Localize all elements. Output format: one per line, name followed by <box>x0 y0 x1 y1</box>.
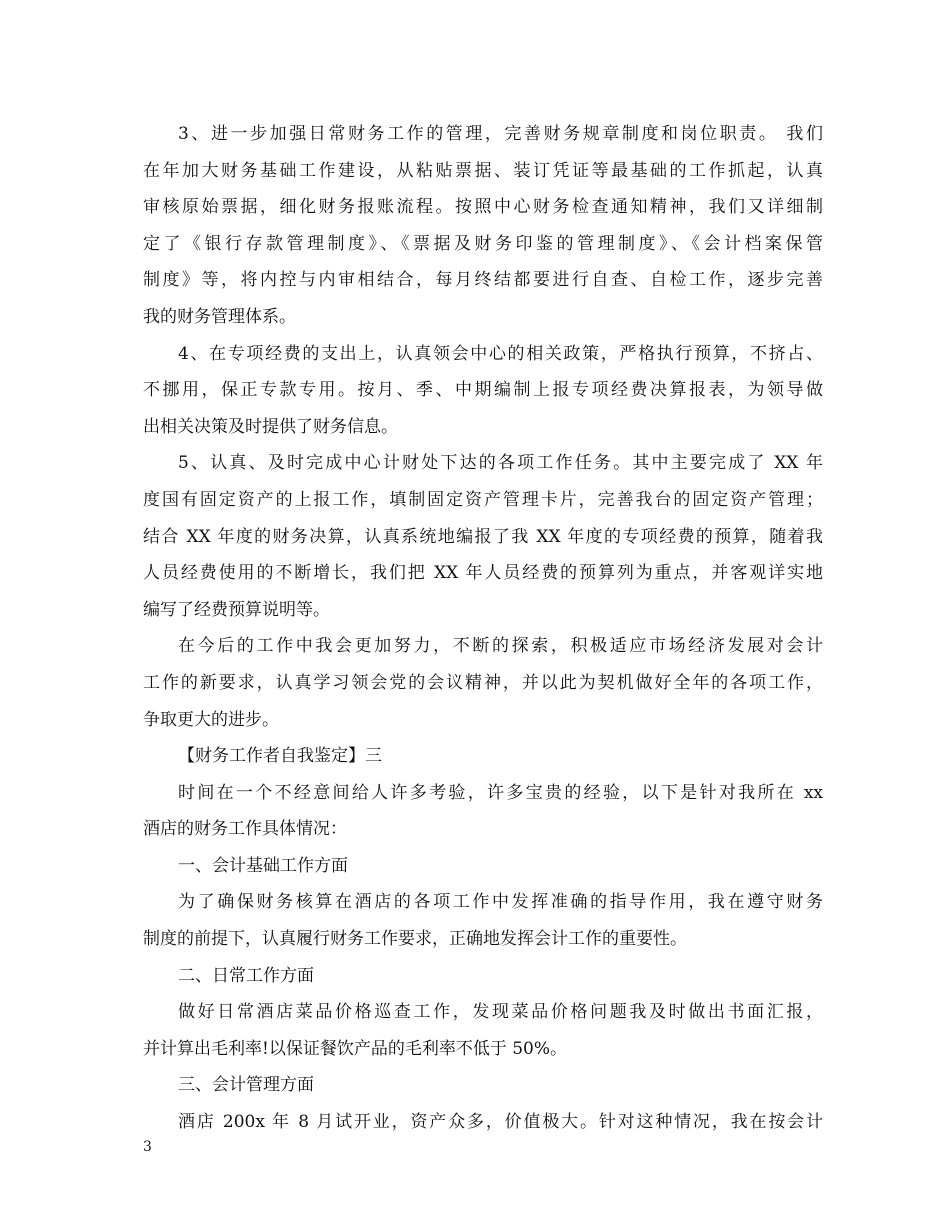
text-line: 并计算出毛利率!以保证餐饮产品的毛利率不低于 50%。 <box>143 1038 568 1059</box>
text-line: 时间在一个不经意间给人许多考验，许多宝贵的经验，以下是针对我所在 xx <box>178 782 823 803</box>
text-line: 5、认真、及时完成中心计财处下达的各项工作任务。其中主要完成了 XX 年 <box>178 453 823 474</box>
text-line: 在年加大财务基础工作建设，从粘贴票据、装订凭证等最基础的工作抓起，认真 <box>143 160 823 181</box>
document-body <box>143 116 823 1141</box>
text-line: 4、在专项经费的支出上，认真领会中心的相关政策，严格执行预算，不挤占、 <box>178 343 823 364</box>
text-line: 二、日常工作方面 <box>178 965 314 986</box>
text-line: 一、会计基础工作方面 <box>178 855 348 876</box>
text-line: 制度的前提下，认真履行财务工作要求，正确地发挥会计工作的重要性。 <box>143 929 687 950</box>
text-line: 制度》等，将内控与内审相结合，每月终结都要进行自查、自检工作，逐步完善 <box>143 270 823 291</box>
text-line: 我的财务管理体系。 <box>143 306 296 327</box>
text-line: 工作的新要求，认真学习领会党的会议精神，并以此为契机做好全年的各项工作， <box>143 672 823 693</box>
text-line: 定了《银行存款管理制度》、《票据及财务印鉴的管理制度》、《会计档案保管 <box>143 233 823 254</box>
text-line: 人员经费使用的不断增长，我们把 XX 年人员经费的预算列为重点，并客观详实地 <box>143 563 823 584</box>
text-line: 酒店的财务工作具体情况： <box>143 819 347 840</box>
page-number: 3 <box>143 1139 152 1155</box>
text-line: 【财务工作者自我鉴定】三 <box>178 746 382 767</box>
text-line: 编写了经费预算说明等。 <box>143 599 330 620</box>
text-line: 出相关决策及时提供了财务信息。 <box>143 416 398 437</box>
text-line: 不挪用，保正专款专用。按月、季、中期编制上报专项经费决算报表，为领导做 <box>143 380 823 401</box>
text-line: 度国有固定资产的上报工作，填制固定资产管理卡片，完善我台的固定资产管理； <box>143 489 823 510</box>
text-line: 三、会计管理方面 <box>178 1075 314 1096</box>
text-line: 酒店 200x 年 8 月试开业，资产众多，价值极大。针对这种情况，我在按会计 <box>178 1112 823 1133</box>
text-line: 争取更大的进步。 <box>143 709 279 730</box>
text-line: 做好日常酒店菜品价格巡查工作，发现菜品价格问题我及时做出书面汇报， <box>178 1002 823 1023</box>
text-line: 为了确保财务核算在酒店的各项工作中发挥准确的指导作用，我在遵守财务 <box>178 892 823 913</box>
text-line: 在今后的工作中我会更加努力，不断的探索，积极适应市场经济发展对会计 <box>178 636 823 657</box>
text-line: 结合 XX 年度的财务决算，认真系统地编报了我 XX 年度的专项经费的预算，随着我 <box>143 526 823 547</box>
text-line: 审核原始票据，细化财务报账流程。按照中心财务检查通知精神，我们又详细制 <box>143 197 823 218</box>
text-line: 3、进一步加强日常财务工作的管理，完善财务规章制度和岗位职责。 我们 <box>178 124 823 144</box>
